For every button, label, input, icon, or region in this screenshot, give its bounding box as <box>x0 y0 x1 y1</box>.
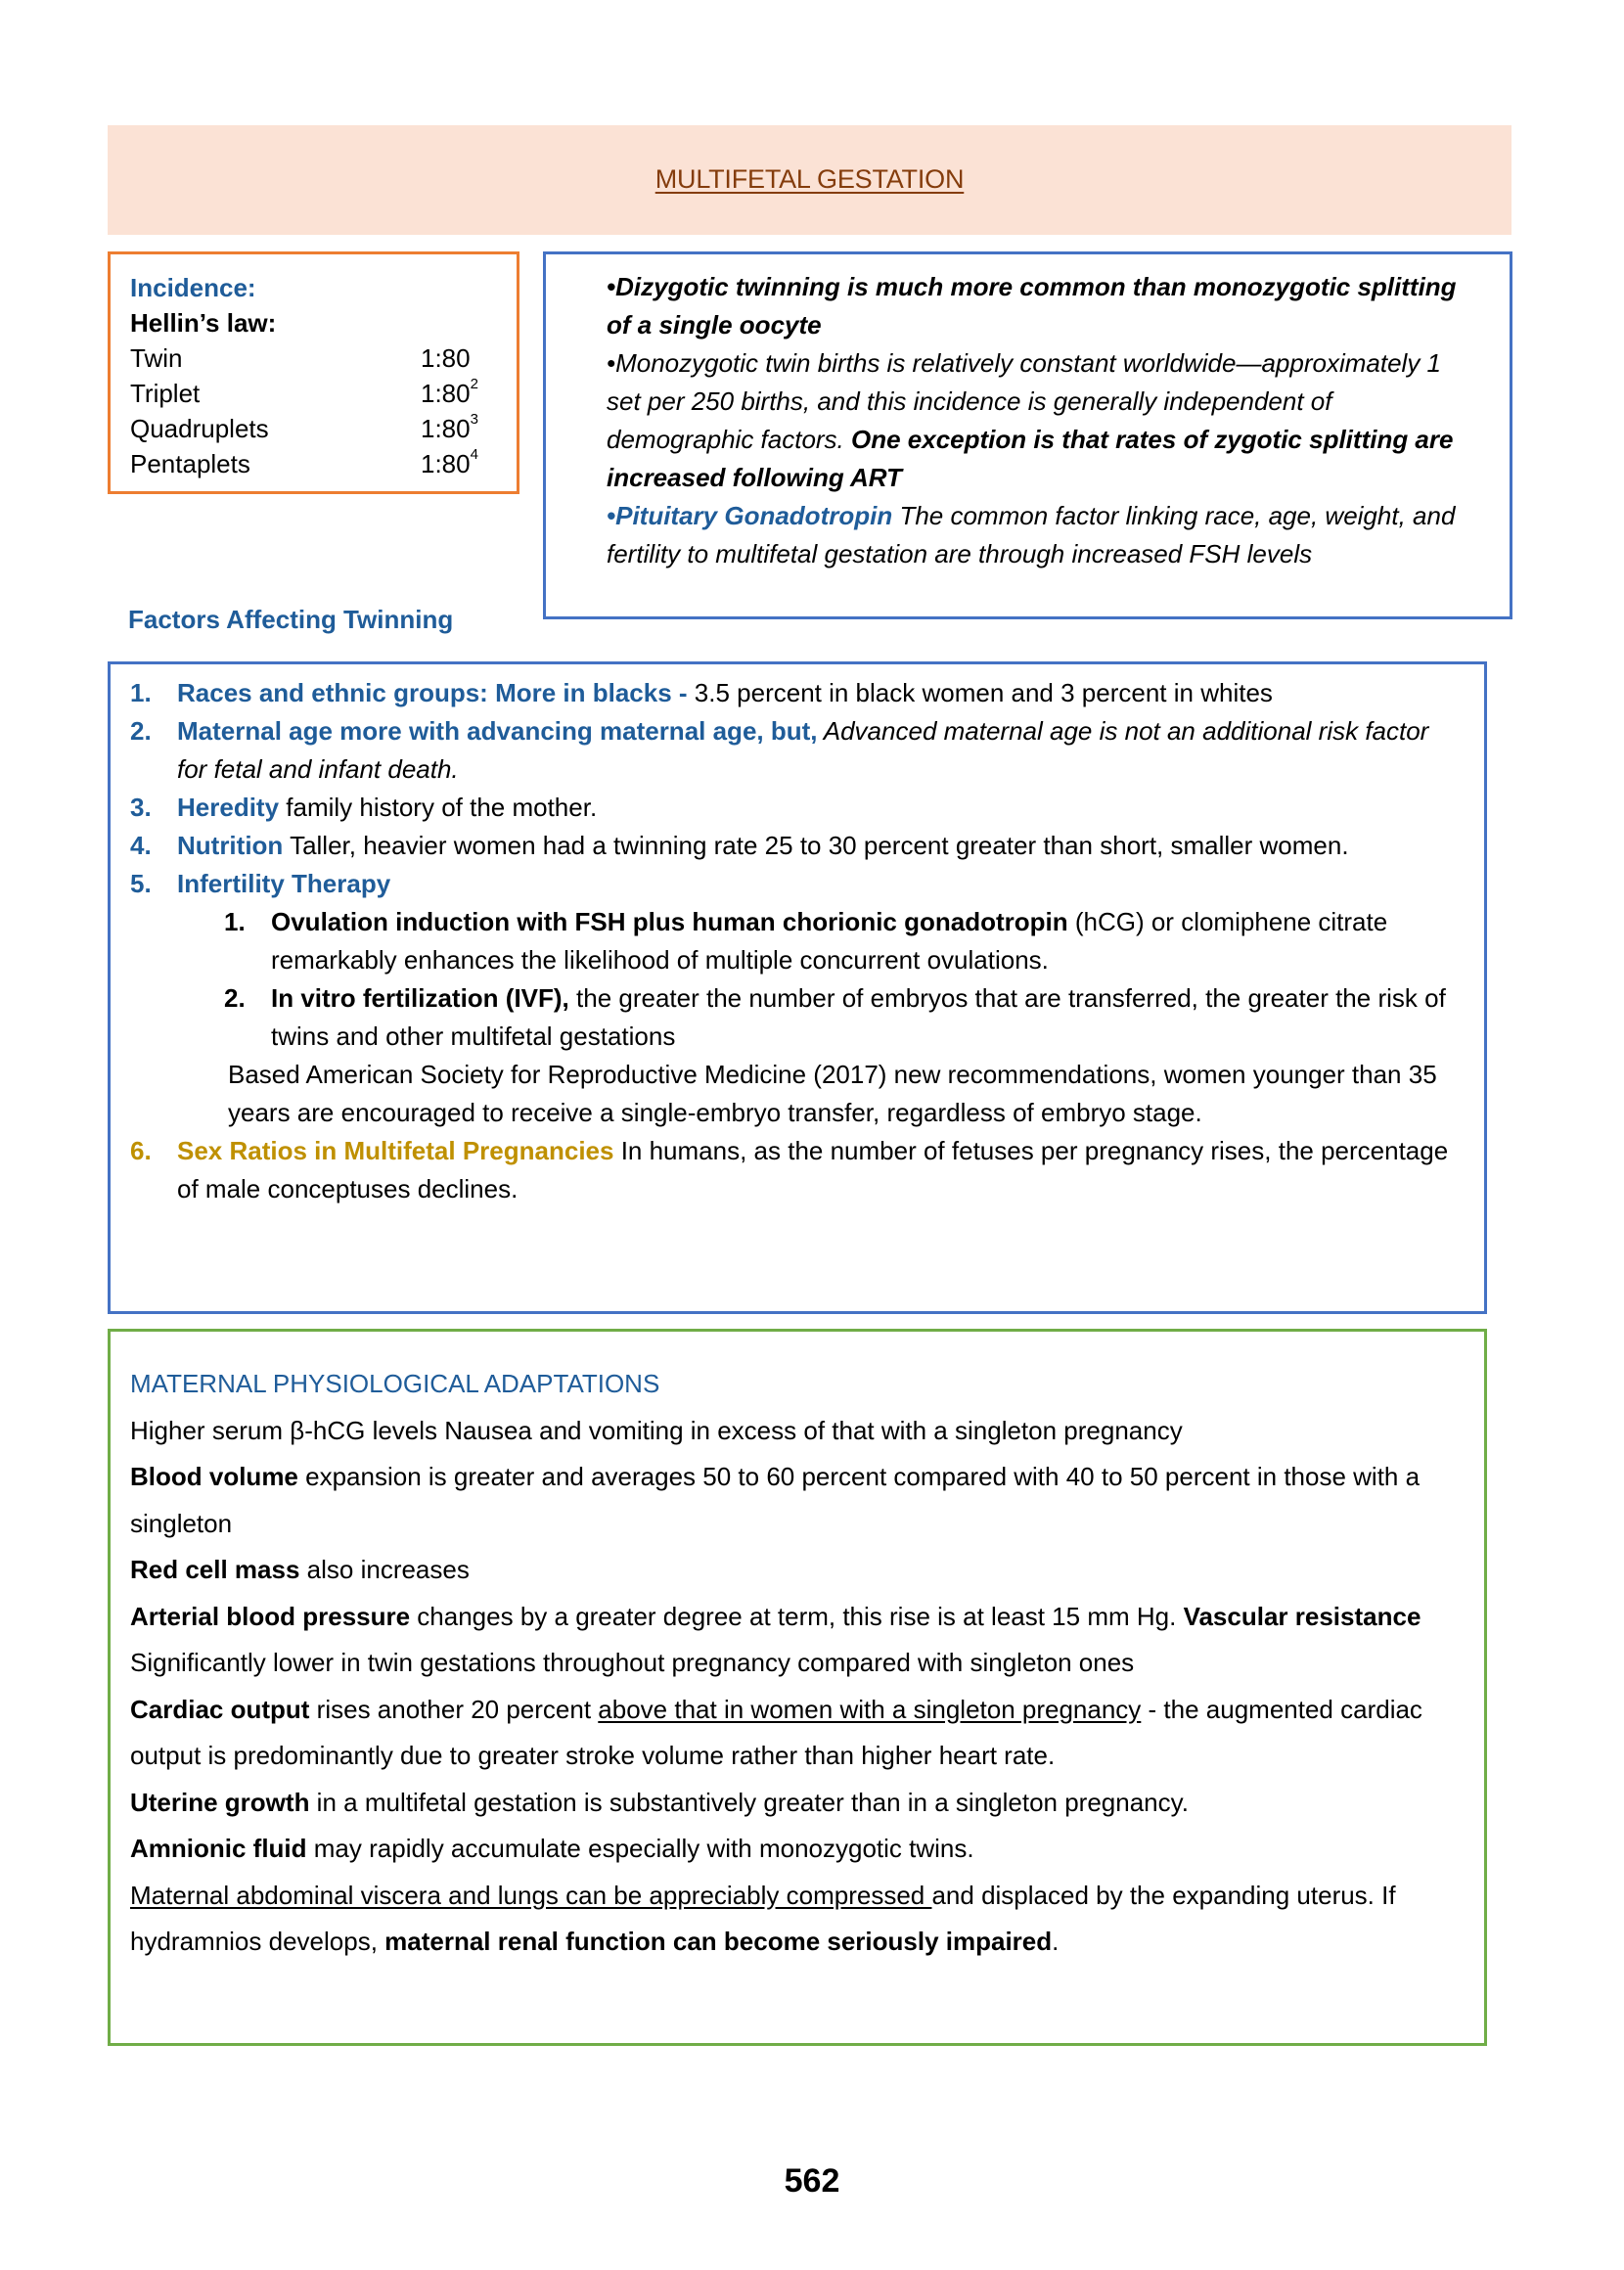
adaptations-box <box>108 1329 1487 2046</box>
factor-item: 2. Maternal age more with advancing maternal age, but, Advanced maternal age is not an additional risk factor for fetal and infant death. <box>130 716 1429 784</box>
adaptation-cardiac-output: Cardiac output rises another 20 percent above that in women with a singleton pregnancy - the augmented cardiac output is predominantly due to greater stroke volume rather than higher heart rate. <box>130 1694 1422 1770</box>
adaptation-amnionic-fluid: Amnionic fluid may rapidly accumulate especially with monozygotic twins. <box>130 1834 974 1863</box>
incidence-label: Triplet <box>130 379 201 408</box>
incidence-ratio: $1:80^2$ <box>421 376 478 408</box>
factor-item: 4. Nutrition Taller, heavier women had a twinning rate 25 to 30 percent greater than short, smaller women. <box>130 831 1349 860</box>
adaptation-red-cell-mass: Red cell mass also increases <box>130 1555 470 1584</box>
incidence-row <box>130 340 499 376</box>
factors-heading: Factors Affecting Twinning <box>128 605 454 634</box>
twinning-notes-box <box>543 251 1512 619</box>
factors-box <box>108 661 1487 1314</box>
adaptation-hcg: Higher serum β-hCG levels Nausea and vomiting in excess of that with a singleton pregnancy <box>130 1415 1183 1445</box>
adaptation-uterine-growth: Uterine growth in a multifetal gestation is substantively greater than in a singleton pregnancy. <box>130 1787 1189 1817</box>
incidence-heading: Incidence: <box>130 273 256 302</box>
note-monozygotic: •Monozygotic twin births is relatively constant worldwide—approximately 1 set per 250 births, and this incidence is generally independent of demographic factors. One exception is that rates of zygotic splitting are increased following ART <box>607 348 1454 492</box>
incidence-row <box>130 411 499 446</box>
adaptations-heading: MATERNAL PHYSIOLOGICAL ADAPTATIONS <box>130 1369 660 1398</box>
incidence-row <box>130 446 499 481</box>
incidence-row <box>130 376 499 411</box>
title-banner <box>108 125 1511 235</box>
incidence-label: Pentaplets <box>130 449 250 478</box>
factor-item: 1. Races and ethnic groups: More in blacks - 3.5 percent in black women and 3 percent in whites <box>130 678 1273 707</box>
adaptation-blood-volume: Blood volume expansion is greater and averages 50 to 60 percent compared with 40 to 50 percent in those with a singleton <box>130 1462 1421 1538</box>
asrm-recommendation: Based American Society for Reproductive Medicine (2017) new recommendations, women younger than 35 years are encouraged to receive a single-embryo transfer, regardless of embryo stage. <box>228 1060 1437 1127</box>
incidence-ratio: $1:80^4$ <box>421 446 478 478</box>
incidence-ratio: $1:80^3$ <box>421 411 478 443</box>
therapy-sub-item: 1. Ovulation induction with FSH plus human chorionic gonadotropin (hCG) or clomiphene citrate remarkably enhances the likelihood of multiple concurrent ovulations. <box>224 907 1388 975</box>
incidence-label: Twin <box>130 343 183 373</box>
factor-item: 5. Infertility Therapy <box>130 869 391 898</box>
incidence-label: Quadruplets <box>130 414 269 443</box>
adaptation-compression: Maternal abdominal viscera and lungs can be appreciably compressed and displaced by the expanding uterus. If hydramnios develops, maternal renal function can become seriously impaired. <box>130 1880 1396 1956</box>
note-gonadotropin: •Pituitary Gonadotropin The common factor linking race, age, weight, and fertility to multifetal gestation are through increased FSH levels <box>607 501 1456 568</box>
note-dizygotic: •Dizygotic twinning is much more common than monozygotic splitting of a single oocyte <box>607 272 1457 340</box>
adaptation-blood-pressure: Arterial blood pressure changes by a greater degree at term, this rise is at least 15 mm Hg. Vascular resistance Significantly lower in twin gestations throughout pregnancy compared with singleton ones <box>130 1601 1421 1677</box>
page-number: 562 <box>784 2162 840 2200</box>
therapy-sub-item: 2. In vitro fertilization (IVF), the greater the number of embryos that are transferred, the greater the risk of twins and other multifetal gestations <box>224 983 1446 1051</box>
incidence-box <box>108 251 519 494</box>
factor-item: 6. Sex Ratios in Multifetal Pregnancies In humans, as the number of fetuses per pregnancy rises, the percentage of male conceptuses declines. <box>130 1136 1449 1203</box>
hellins-law-heading: Hellin’s law: <box>130 308 277 338</box>
page-title: MULTIFETAL GESTATION <box>654 164 965 194</box>
factor-item: 3. Heredity family history of the mother. <box>130 793 598 822</box>
incidence-ratio: 1:80 <box>421 343 471 373</box>
